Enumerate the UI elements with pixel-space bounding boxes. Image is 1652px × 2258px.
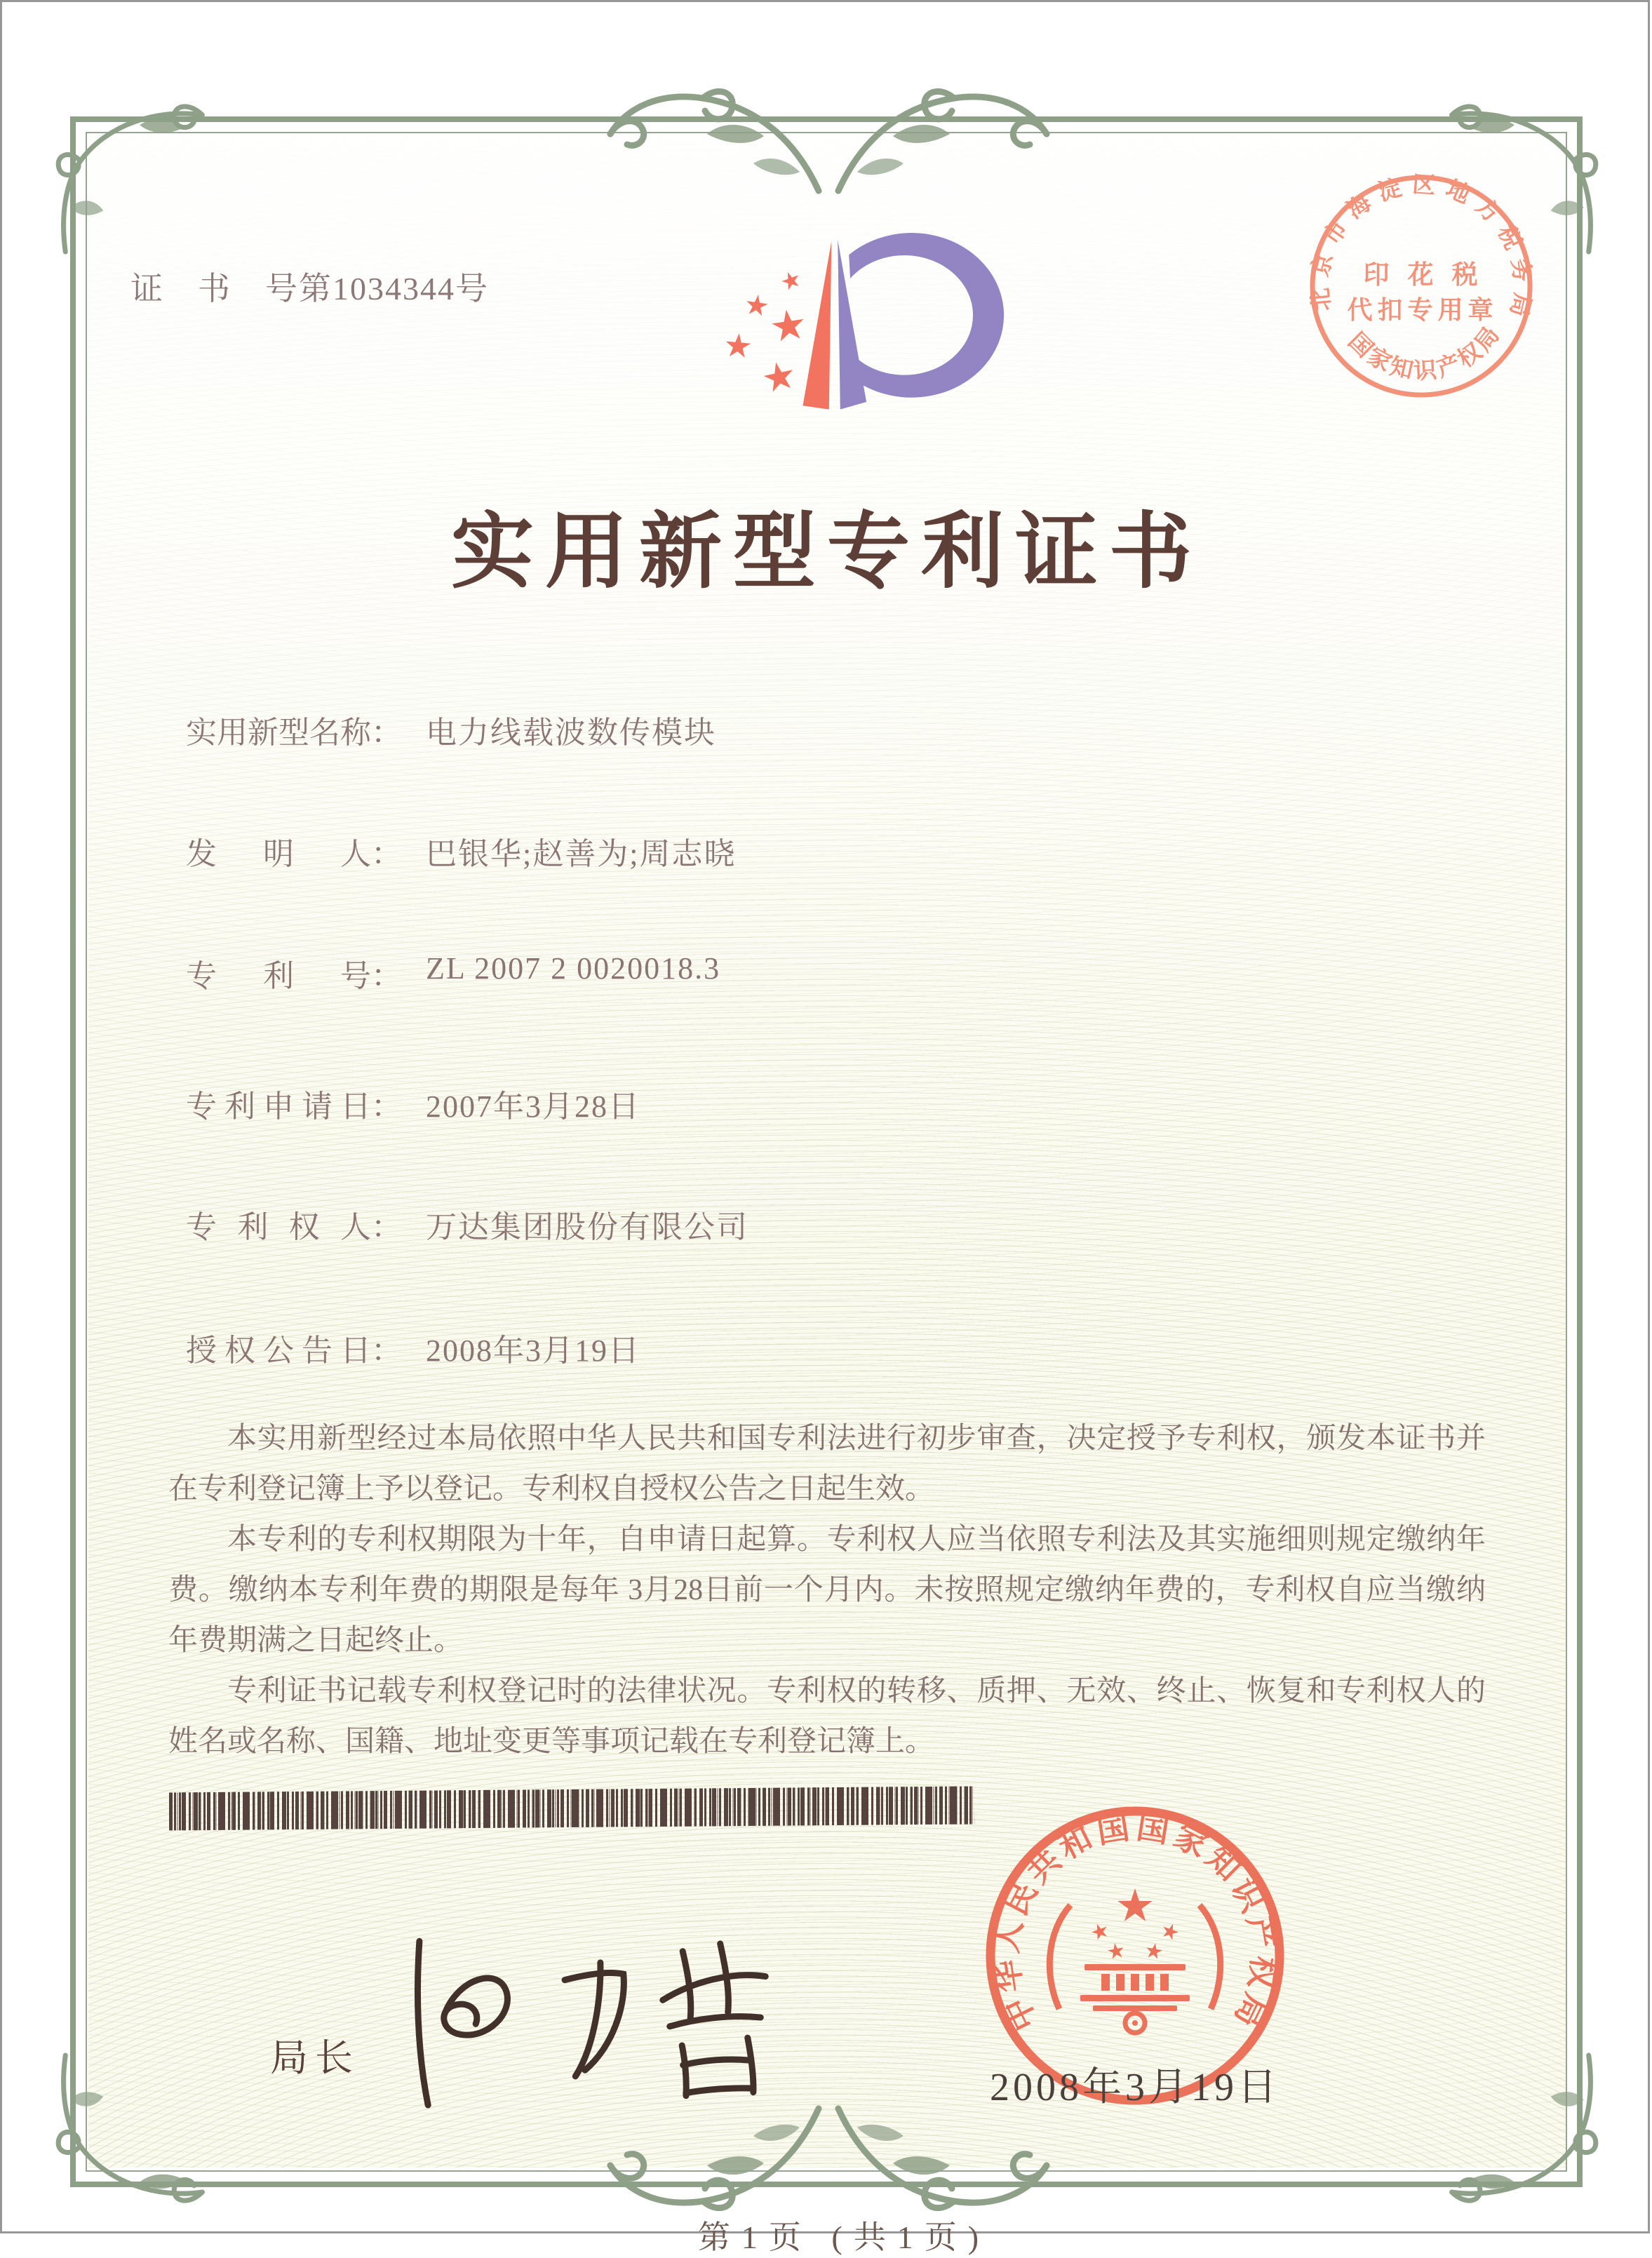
legal-paragraph-1: 本实用新型经过本局依照中华人民共和国专利法进行初步审查，决定授予专利权，颁发本证书并在专利登记簿上予以登记。专利权自授权公告之日起生效。 bbox=[168, 1423, 1486, 1505]
field-row-patentee bbox=[186, 1202, 748, 1246]
field-colon: ： bbox=[371, 959, 402, 993]
field-colon: ： bbox=[371, 837, 402, 871]
field-row-utility-name bbox=[186, 707, 716, 752]
certificate-number-line bbox=[130, 263, 489, 309]
field-label: 专利申请日 bbox=[186, 1089, 371, 1124]
corner-ornament-bottom-left bbox=[41, 2050, 206, 2215]
field-row-patent-number bbox=[186, 950, 720, 995]
frame-thin-line bbox=[86, 132, 1567, 2172]
commissioner-label: 局长 bbox=[270, 2037, 360, 2079]
field-value: 万达集团股份有限公司 bbox=[426, 1210, 748, 1244]
certificate-number-value: 第1034344号 bbox=[299, 271, 489, 307]
barcode bbox=[169, 1786, 974, 1830]
field-value: 2008年3月19日 bbox=[426, 1333, 640, 1368]
field-value: 2007年3月28日 bbox=[426, 1089, 640, 1124]
tax-stamp-arc-bottom-text: 国家知识产权局 bbox=[1343, 320, 1507, 385]
logo-red-wedge bbox=[803, 241, 831, 410]
certificate-number-label: 证 书 号 bbox=[130, 271, 299, 307]
field-colon: ： bbox=[371, 1210, 402, 1244]
logo-stars bbox=[725, 269, 806, 394]
field-row-filing-date bbox=[186, 1081, 640, 1126]
top-center-ornament bbox=[830, 67, 1061, 203]
seal-date: 2008年3月19日 bbox=[990, 2066, 1280, 2109]
field-label: 实用新型名称 bbox=[186, 715, 371, 750]
corner-ornament-bottom-right bbox=[1449, 2050, 1613, 2215]
tax-stamp bbox=[1302, 167, 1540, 405]
certificate-title: 实用新型专利证书 bbox=[450, 506, 1203, 598]
field-label: 发明人 bbox=[186, 837, 371, 871]
tax-stamp-center-line2: 代扣专用章 bbox=[1347, 296, 1498, 324]
field-row-inventors bbox=[186, 828, 736, 873]
field-colon: ： bbox=[371, 1333, 402, 1368]
field-row-grant-date bbox=[186, 1325, 640, 1370]
field-value: ZL 2007 2 0020018.3 bbox=[426, 951, 721, 986]
field-colon: ： bbox=[371, 1089, 402, 1124]
tax-stamp-center-line1: 印花税 bbox=[1363, 261, 1496, 290]
field-value: 巴银华;赵善为;周志晓 bbox=[426, 837, 737, 871]
sipo-seal-arc-text: 中华人民共和国国家知识产权局 bbox=[988, 1808, 1282, 2037]
tax-stamp-arc-top-text: 北京市海淀区地方税务局 bbox=[1307, 172, 1536, 328]
legal-paragraph-3: 专利证书记载专利权登记时的法律状况。专利权的转移、质押、无效、终止、恢复和专利权人的姓名或名称、国籍、地址变更等事项记载在专利登记簿上。 bbox=[168, 1675, 1486, 1758]
legal-paragraph-2: 本专利的专利权期限为十年，自申请日起算。专利权人应当依照专利法及其实施细则规定缴纳年费。缴纳本专利年费的期限是每年 3月28日前一个月内。未按照规定缴纳年费的，专利权自应当缴纳年费期满之日起终止。 bbox=[168, 1524, 1486, 1657]
national-emblem bbox=[1049, 1888, 1220, 2033]
field-colon: ： bbox=[371, 715, 402, 750]
field-label: 专利号 bbox=[186, 959, 371, 993]
field-value: 电力线载波数传模块 bbox=[426, 715, 716, 750]
cnipa-logo bbox=[693, 211, 974, 436]
field-label: 专利权人 bbox=[186, 1210, 371, 1244]
corner-ornament-top-left bbox=[41, 92, 206, 257]
legal-text-block bbox=[168, 1413, 1486, 1767]
commissioner-signature bbox=[351, 1909, 796, 2128]
field-label: 授权公告日 bbox=[186, 1333, 371, 1368]
svg-text:中华人民共和国国家知识产权局 bbox=[988, 1809, 1282, 2036]
page-number-footer: 第1页 (共1页) bbox=[697, 2219, 990, 2255]
top-center-ornament bbox=[596, 67, 827, 203]
